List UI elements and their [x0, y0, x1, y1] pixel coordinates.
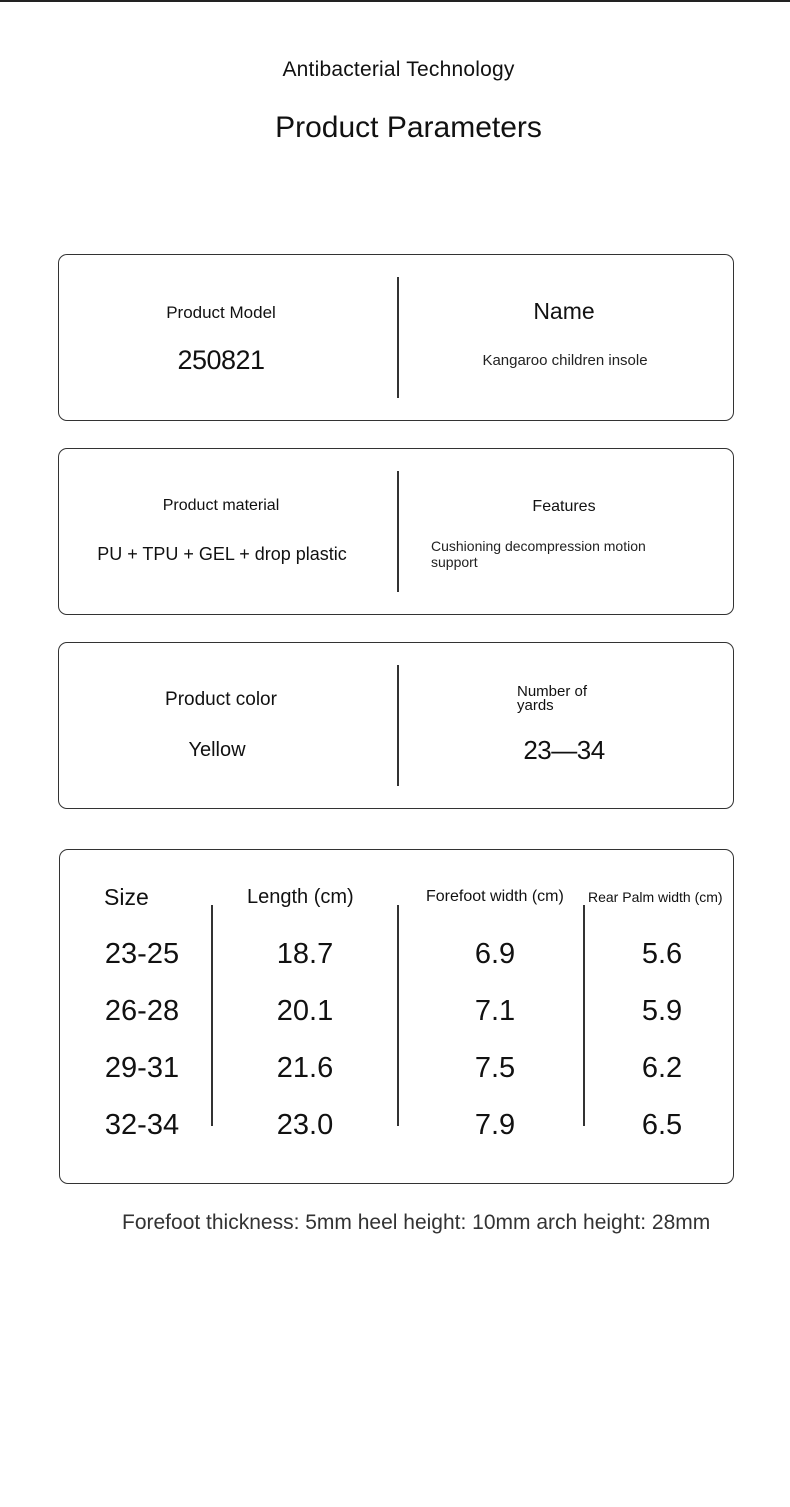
column-divider [211, 905, 213, 1126]
dimensions-footnote: Forefoot thickness: 5mm heel height: 10mm arch height: 28mm [122, 1211, 711, 1234]
page-subtitle: Antibacterial Technology [282, 58, 515, 81]
product-model-label: Product Model [166, 303, 276, 322]
product-model-cell [59, 255, 383, 420]
product-material-cell [59, 449, 383, 614]
table-cell-rear: 6.2 [641, 1052, 683, 1084]
column-divider [397, 905, 399, 1126]
table-cell-size: 26-28 [104, 995, 180, 1027]
product-name-value: Kangaroo children insole [482, 352, 648, 369]
product-material-label: Product material [162, 497, 280, 514]
product-color-label: Product color [165, 689, 277, 710]
table-cell-rear: 6.5 [641, 1109, 683, 1141]
table-cell-forefoot: 6.9 [474, 938, 516, 970]
product-name-label: Name [533, 298, 595, 324]
yards-value: 23—34 [523, 735, 605, 765]
product-model-card [58, 254, 734, 421]
table-cell-rear: 5.9 [641, 995, 683, 1027]
product-color-value: Yellow [188, 739, 246, 761]
features-label: Features [532, 498, 596, 515]
product-color-cell [59, 643, 383, 808]
features-cell [397, 449, 735, 614]
column-divider [583, 905, 585, 1126]
yards-label: Number of yards [517, 683, 588, 714]
product-color-card [58, 642, 734, 809]
table-cell-size: 23-25 [104, 938, 180, 970]
size-table [59, 849, 734, 1184]
table-cell-forefoot: 7.5 [474, 1052, 516, 1084]
header-forefoot-width: Forefoot width (cm) [426, 888, 564, 905]
product-model-value: 250821 [177, 345, 265, 375]
table-cell-length: 18.7 [276, 938, 334, 970]
features-value: Cushioning decompression motion support [431, 538, 646, 570]
page-title: Product Parameters [275, 111, 542, 144]
product-name-cell [397, 255, 735, 420]
product-material-card [58, 448, 734, 615]
table-cell-forefoot: 7.1 [474, 995, 516, 1027]
header-size: Size [104, 884, 149, 910]
table-cell-length: 23.0 [276, 1109, 334, 1141]
table-cell-length: 20.1 [276, 995, 334, 1027]
table-cell-size: 29-31 [104, 1052, 180, 1084]
header-rear-palm-width: Rear Palm width (cm) [588, 889, 723, 905]
product-material-value: PU + TPU + GEL + drop plastic [97, 544, 347, 564]
header-length: Length (cm) [247, 886, 354, 908]
top-divider [0, 0, 790, 2]
table-cell-forefoot: 7.9 [474, 1109, 516, 1141]
table-cell-rear: 5.6 [641, 938, 683, 970]
yards-cell [397, 643, 735, 808]
table-cell-size: 32-34 [104, 1109, 180, 1141]
table-cell-length: 21.6 [276, 1052, 334, 1084]
